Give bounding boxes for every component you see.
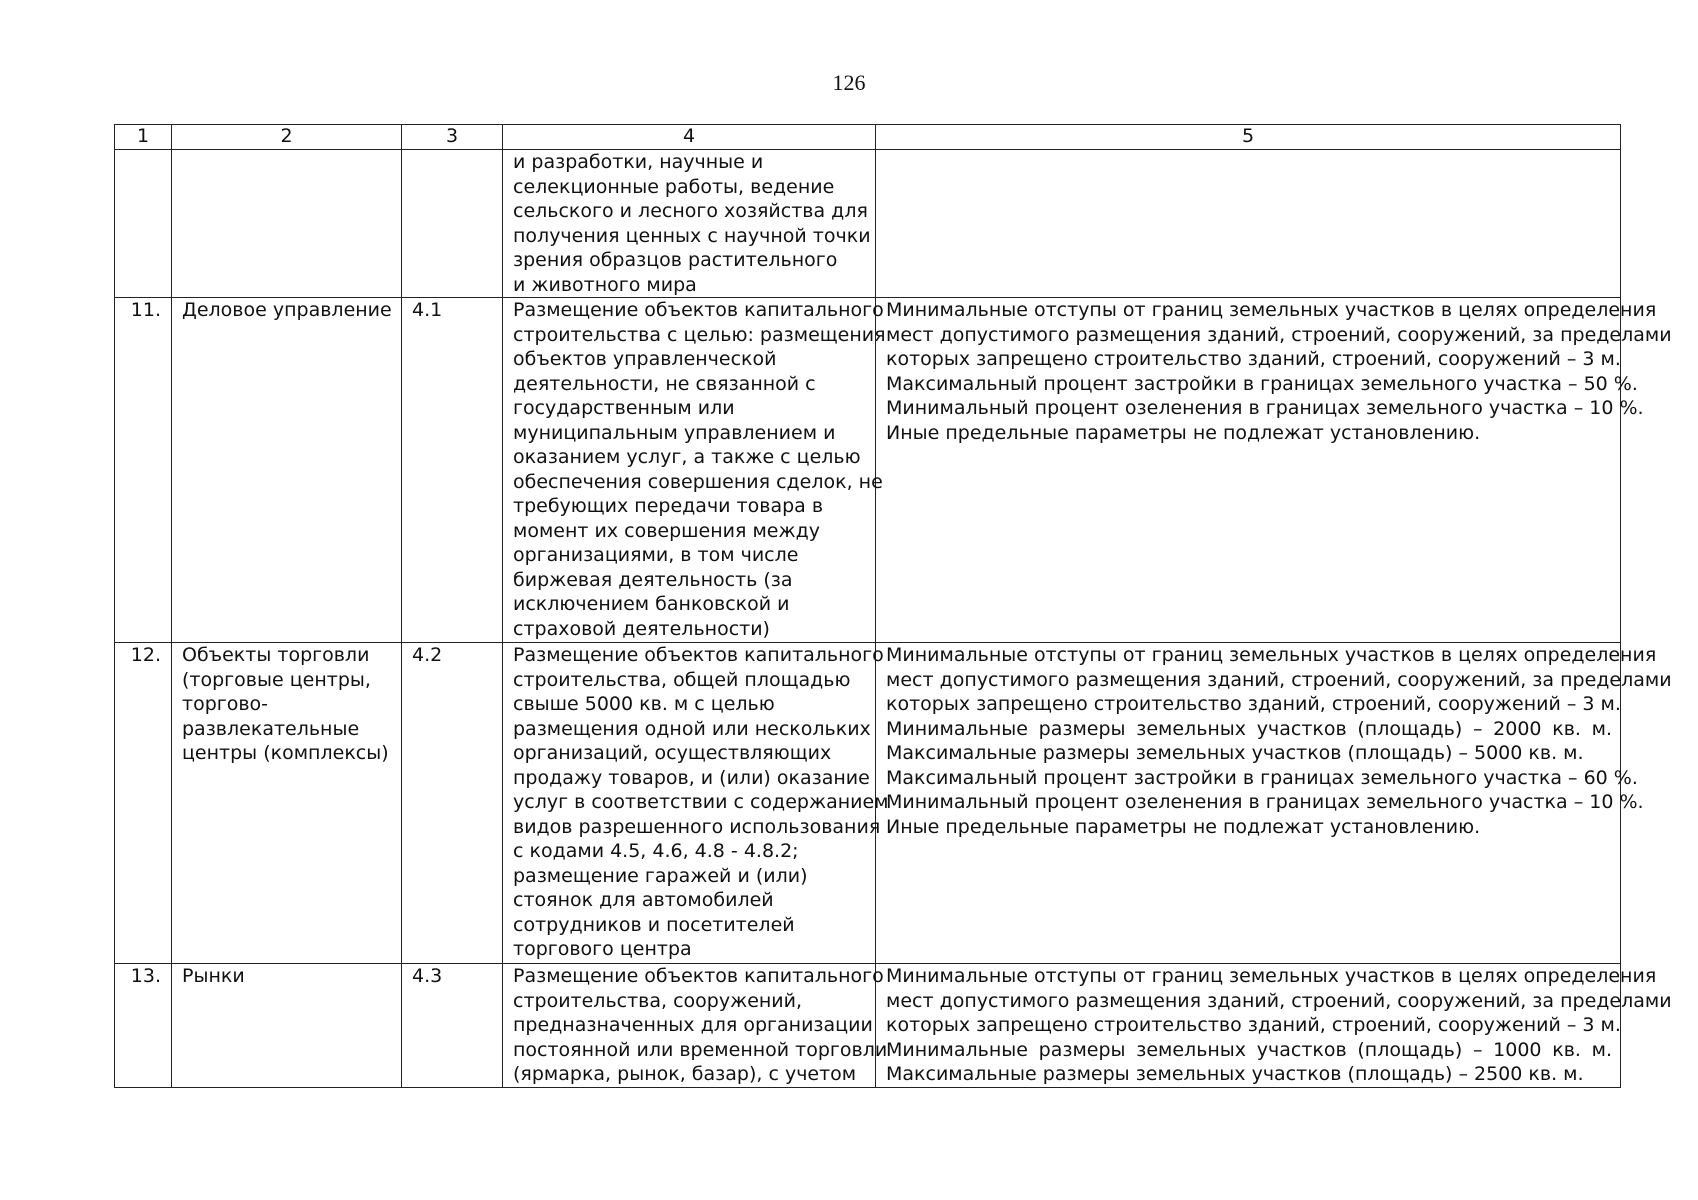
parameter-line: Максимальный процент застройки в границах земельного участка – 60 %.: [886, 766, 1638, 789]
parameter-line: Минимальный процент озеленения в границах земельного участка – 10 %.: [886, 791, 1644, 813]
description-line: биржевая деятельность (за: [513, 568, 793, 591]
use-description: [503, 150, 876, 298]
use-description: [503, 964, 888, 1088]
use-code: 4.1: [402, 298, 503, 643]
description-line: строительства, сооружений,: [513, 989, 803, 1012]
description-line: деятельности, не связанной с: [513, 372, 816, 395]
description-line: зрения образцов растительного: [513, 249, 838, 271]
description-line: получения ценных с научной точки: [513, 224, 871, 247]
column-header-2: 2: [172, 125, 402, 150]
description-line: торгового центра: [513, 938, 692, 960]
parameter-line: Иные предельные параметры не подлежат установлению.: [886, 815, 1481, 838]
description-line: требующих передачи товара в: [513, 495, 824, 517]
description-line: организациями, в том числе: [513, 544, 799, 566]
description-line: Размещение объектов капитального: [513, 965, 884, 987]
column-header-4: 4: [503, 125, 876, 150]
description-line: страховой деятельности): [513, 617, 770, 640]
column-header-3: 3: [402, 125, 503, 150]
description-line: продажу товаров, и (или) оказание: [513, 766, 870, 789]
description-line: оказанием услуг, а также с целью: [513, 446, 861, 468]
description-line: строительства с целью: размещения: [513, 323, 886, 346]
use-description: [503, 643, 889, 964]
zoning-parameters-table: [114, 124, 1672, 1088]
use-code: 4.3: [402, 964, 503, 1088]
parameter-line: Минимальные размеры земельных участков (площадь) – 1000 кв. м.: [886, 1038, 1612, 1061]
limit-parameters: [876, 643, 1672, 964]
description-line: селекционные работы, ведение: [513, 175, 835, 198]
parameter-line: Минимальные отступы от границ земельных участков в целях определения: [886, 965, 1657, 987]
table-row: [115, 964, 1621, 1088]
description-line: свыше 5000 кв. м с целью: [513, 693, 775, 715]
use-code: [402, 150, 503, 298]
parameter-line: мест допустимого размещения зданий, строений, сооружений, за пределами: [886, 323, 1672, 346]
description-line: услуг в соответствии с содержанием: [513, 791, 889, 813]
parameter-line: которых запрещено строительство зданий, строений, сооружений – 3 м.: [886, 693, 1621, 715]
use-type-name: [172, 964, 402, 1088]
description-line: объектов управленческой: [513, 348, 777, 370]
description-line: организаций, осуществляющих: [513, 742, 832, 764]
parameter-line: Максимальные размеры земельных участков (площадь) – 2500 кв. м.: [886, 1063, 1584, 1085]
page-number: 126: [832, 70, 866, 95]
parameter-line: которых запрещено строительство зданий, строений, сооружений – 3 м.: [886, 348, 1621, 370]
parameter-line: Максимальные размеры земельных участков (площадь) – 5000 кв. м.: [886, 742, 1584, 764]
use-code: 4.2: [402, 643, 503, 964]
description-line: стоянок для автомобилей: [513, 889, 774, 911]
column-header-5: 5: [876, 125, 1621, 150]
row-number: 13.: [115, 964, 172, 1088]
description-line: строительства, общей площадью: [513, 668, 851, 691]
use-type-name: [172, 298, 402, 643]
name-line: развлекательные: [182, 717, 360, 740]
description-line: Размещение объектов капитального: [513, 299, 884, 321]
parameter-line: Иные предельные параметры не подлежат установлению.: [886, 421, 1481, 444]
name-line: Объекты торговли: [182, 644, 370, 666]
description-line: сельского и лесного хозяйства для: [513, 200, 868, 222]
parameter-line: мест допустимого размещения зданий, строений, сооружений, за пределами: [886, 989, 1672, 1012]
use-type-name: [172, 643, 402, 964]
description-line: Размещение объектов капитального: [513, 644, 884, 666]
parameter-line: которых запрещено строительство зданий, строений, сооружений – 3 м.: [886, 1014, 1621, 1036]
column-header-1: 1: [115, 125, 172, 150]
use-description: [503, 298, 886, 643]
parameter-line: Минимальные отступы от границ земельных участков в целях определения: [886, 644, 1657, 666]
parameter-line: Минимальный процент озеленения в границах земельного участка – 10 %.: [886, 397, 1644, 419]
table-header-row: [115, 125, 1621, 150]
description-line: размещение гаражей и (или): [513, 864, 808, 887]
description-line: с кодами 4.5, 4.6, 4.8 - 4.8.2;: [513, 840, 799, 862]
description-line: обеспечения совершения сделок, не: [513, 470, 883, 493]
row-number: [115, 150, 172, 298]
table-row: [115, 150, 1621, 298]
description-line: и разработки, научные и: [513, 151, 764, 173]
row-number: 12.: [115, 643, 172, 964]
limit-parameters: [876, 298, 1672, 643]
description-line: постоянной или временной торговли: [513, 1038, 888, 1061]
description-line: и животного мира: [513, 273, 697, 296]
description-line: размещения одной или нескольких: [513, 717, 871, 740]
table-row: [115, 643, 1621, 964]
description-line: исключением банковской и: [513, 593, 790, 615]
description-line: момент их совершения между: [513, 519, 820, 542]
parameter-line: Максимальный процент застройки в границах земельного участка – 50 %.: [886, 372, 1638, 395]
name-line: центры (комплексы): [182, 742, 389, 764]
use-type-name: [172, 150, 402, 298]
name-line: Рынки: [182, 965, 245, 987]
parameter-line: Минимальные размеры земельных участков (площадь) – 2000 кв. м.: [886, 717, 1612, 740]
description-line: государственным или: [513, 397, 735, 419]
description-line: сотрудников и посетителей: [513, 913, 795, 936]
description-line: (ярмарка, рынок, базар), с учетом: [513, 1063, 857, 1085]
parameter-line: мест допустимого размещения зданий, строений, сооружений, за пределами: [886, 668, 1672, 691]
name-line: торгово-: [182, 693, 269, 715]
parameter-line: Минимальные отступы от границ земельных участков в целях определения: [886, 299, 1657, 321]
table-row: [115, 298, 1621, 643]
description-line: видов разрешенного использования: [513, 815, 881, 838]
limit-parameters: [876, 150, 1621, 298]
name-line: Деловое управление: [182, 299, 392, 321]
description-line: муниципальным управлением и: [513, 421, 836, 444]
limit-parameters: [876, 964, 1672, 1088]
row-number: 11.: [115, 298, 172, 643]
description-line: предназначенных для организации: [513, 1014, 873, 1036]
name-line: (торговые центры,: [182, 668, 371, 691]
